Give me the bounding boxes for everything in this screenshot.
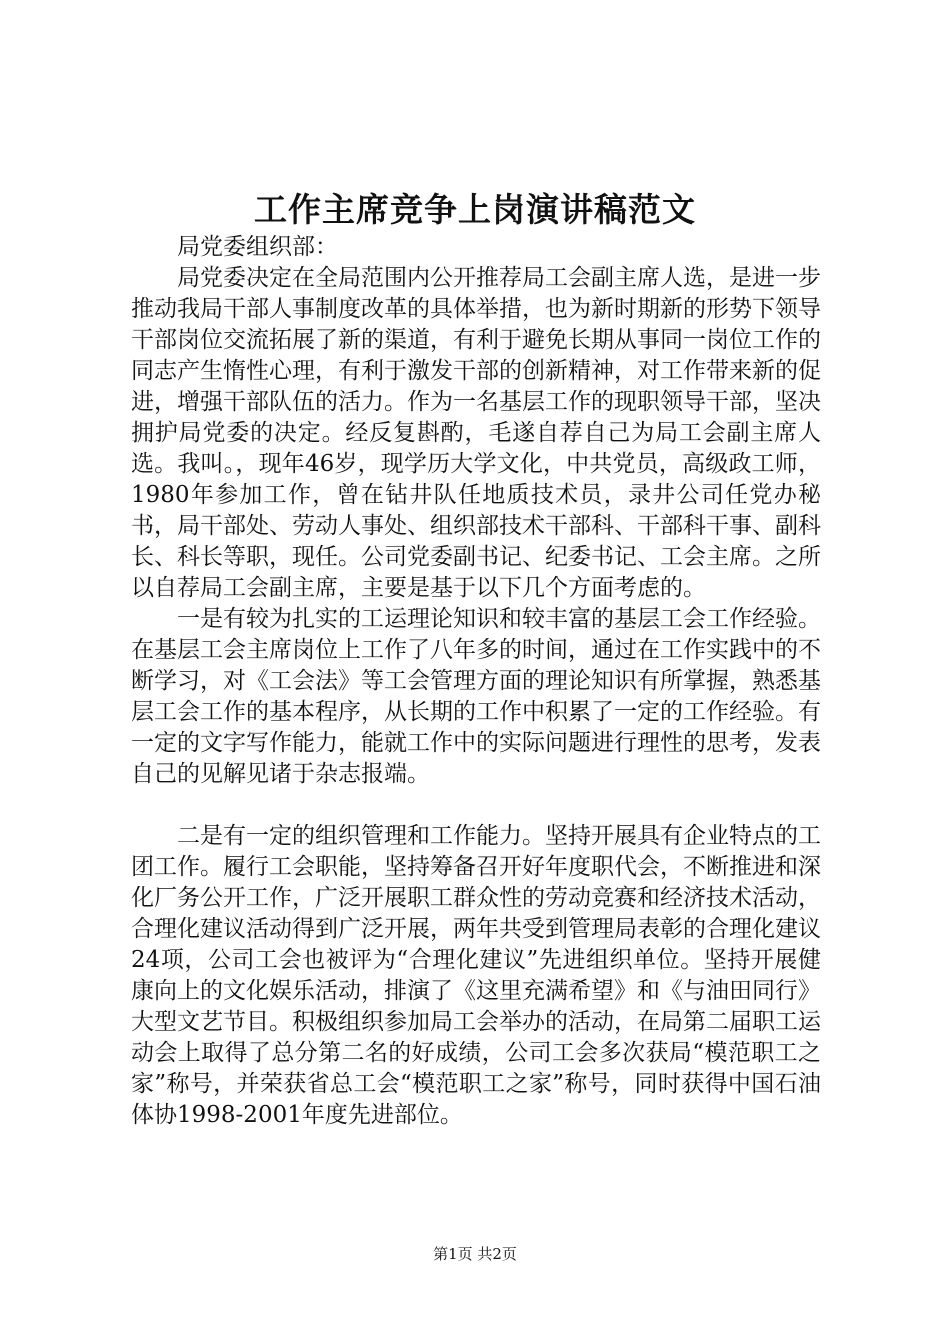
- page-number-footer: 第1页 共2页: [433, 1245, 517, 1263]
- paragraph-first-reason: 一是有较为扎实的工运理论知识和较丰富的基层工会工作经验。在基层工会主席岗位上工作了八年多的时间，通过在工作实践中的不断学习，对《工会法》等工会管理方面的理论知识有所掌握，熟悉基层工会工作的基本程序，从长期的工作中积累了一定的工作经验。有一定的文字写作能力，能就工作中的实际问题进行理性的思考，发表自己的见解见诸于杂志报端。: [131, 606, 821, 787]
- document-body: [131, 232, 821, 1131]
- paragraph-second-reason: 二是有一定的组织管理和工作能力。坚持开展具有企业特点的工团工作。履行工会职能，坚持筹备召开好年度职代会，不断推进和深化厂务公开工作，广泛开展职工群众性的劳动竞赛和经济技术活动，合理化建议活动得到广泛开展，两年共受到管理局表彰的合理化建议24项，公司工会也被评为“合理化建议”先进组织单位。坚持开展健康向上的文化娱乐活动，排演了《这里充满希望》和《与油田同行》大型文艺节目。积极组织参加局工会举办的活动，在局第二届职工运动会上取得了总分第二名的好成绩，公司工会多次获局“模范职工之家”称号，并荣获省总工会“模范职工之家”称号，同时获得中国石油体协1998-2001年度先进部位。: [131, 823, 821, 1128]
- paragraph-intro: 局党委决定在全局范围内公开推荐局工会副主席人选，是进一步推动我局干部人事制度改革的具体举措，也为新时期新的形势下领导干部岗位交流拓展了新的渠道，有利于避免长期从事同一岗位工作的同志产生惰性心理，有利于激发干部的创新精神，对工作带来新的促进，增强干部队伍的活力。作为一名基层工作的现职领导干部，坚决拥护局党委的决定。经反复斟酌，毛遂自荐自己为局工会副主席人选。我叫。，现年46岁，现学历大学文化，中共党员，高级政工师，1980年参加工作，曾在钻井队任地质技术员，录井公司任党办秘书，局干部处、劳动人事处、组织部技术干部科、干部科干事、副科长、科长等职，现任。公司党委副书记、纪委书记、工会主席。之所以自荐局工会副主席，主要是基于以下几个方面考虑的。: [131, 265, 821, 601]
- salutation: 局党委组织部：: [177, 234, 338, 260]
- document-title: 工作主席竞争上岗演讲稿范文: [254, 190, 696, 229]
